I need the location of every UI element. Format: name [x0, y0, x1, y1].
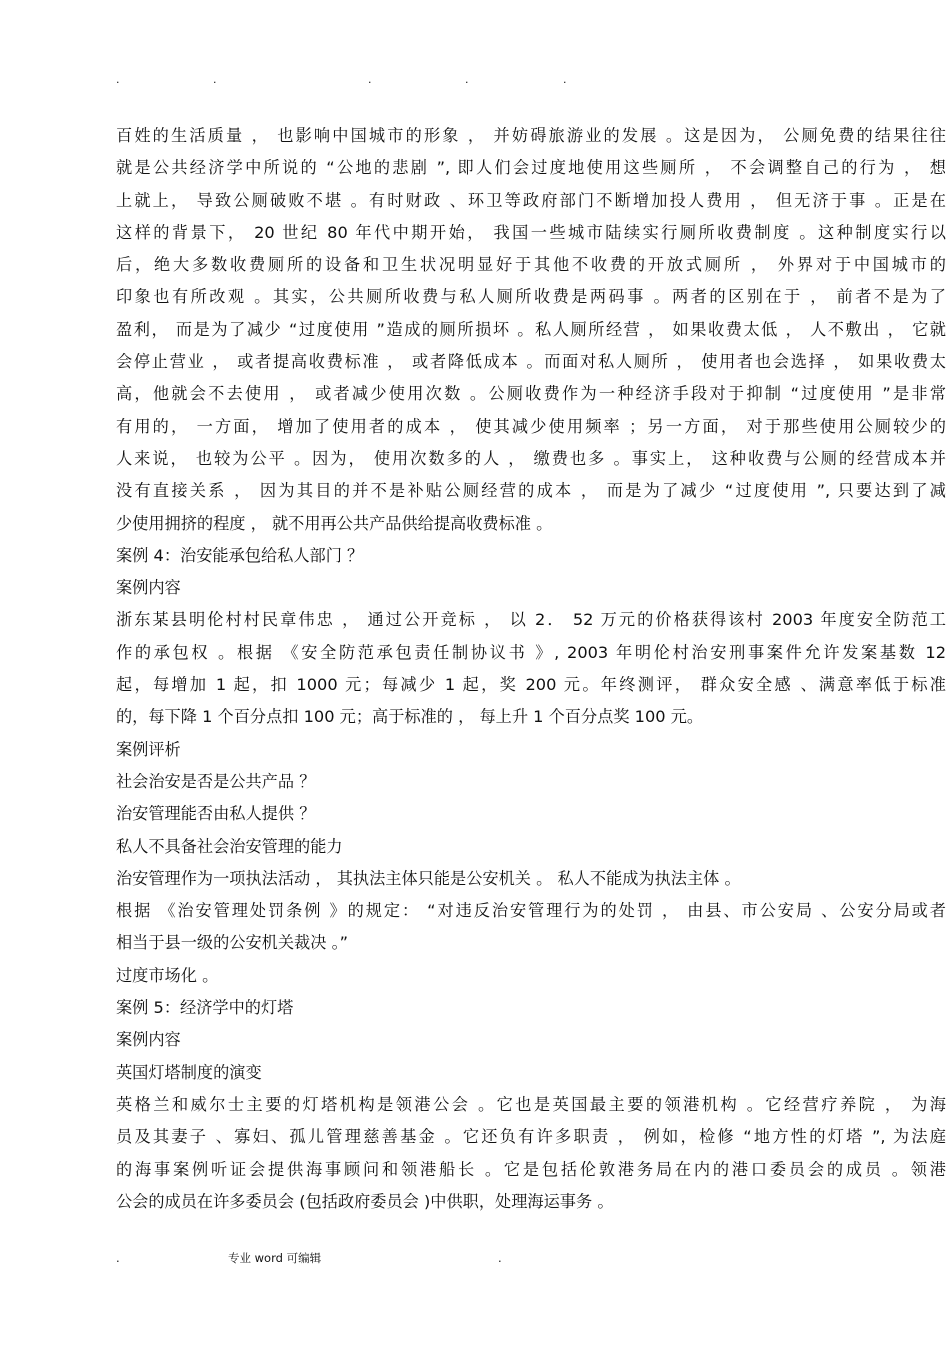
text-line: 相当于县一级的公安机关裁决 。” — [116, 933, 349, 953]
page-footer — [116, 1251, 516, 1265]
footer-dot-left: . — [116, 1251, 120, 1265]
text-line: 有用的， 一方面， 增加了使用者的成本 ， 使其减少使用频率 ；另一方面， 对于那些使用公厕较少的 — [116, 416, 946, 436]
header-dot: . — [465, 73, 469, 86]
text-line: 浙东某县明伦村村民章伟忠 ， 通过公开竞标 ， 以 2． 52 万元的价格获得该村 2003 年度安全防范工 — [116, 610, 946, 630]
text-line: 百姓的生活质量 ， 也影响中国城市的形象 ， 并妨碍旅游业的发展 。这是因为， 公厕免费的结果往往 — [116, 126, 946, 145]
text-line: 上就上， 导致公厕破败不堪 。有时财政 、环卫等政府部门不断增加投人费用 ， 但无济于事 。正是在 — [116, 190, 946, 210]
text-line: 案例 5：经济学中的灯塔 — [116, 998, 294, 1018]
text-line: 案例 4：治安能承包给私人部门 ？ — [116, 545, 364, 565]
text-line: 过度市场化 。 — [116, 965, 219, 985]
text-line: 的海事案例听证会提供海事顾问和领港船长 。它是包括伦敦港务局在内的港口委员会的成员 。领港 — [116, 1159, 946, 1179]
text-line: 少使用拥挤的程度 ， 就不用再公共产品供给提高收费标准 。 — [116, 513, 553, 533]
text-line: 没有直接关系 ， 因为其目的并不是补贴公厕经营的成本 ， 而是为了减少 “过度使用 ”, 只要达到了减 — [116, 481, 946, 501]
header-dot: . — [116, 73, 120, 86]
page-header-dots — [116, 74, 576, 86]
text-line: 案例内容 — [116, 1030, 181, 1050]
text-line: 高，他就会不去使用 ， 或者减少使用次数 。公厕收费作为一种经济手段对于抑制 “过度使用 ”是非常 — [116, 384, 946, 404]
header-dot: . — [368, 73, 372, 86]
text-line: 的，每下降 1 个百分点扣 100 元；高于标准的 ， 每上升 1 个百分点奖 100 元。 — [116, 707, 704, 727]
text-line: 社会治安是否是公共产品 ？ — [116, 771, 316, 791]
text-line: 作的承包权 。根据 《安全防范承包责任制协议书 》, 2003 年明伦村治安刑事案件允许发案基数 12 — [116, 642, 946, 662]
text-line: 盈利， 而是为了减少 “过度使用 ”造成的厕所损坏 。私人厕所经营 ， 如果收费太低 ， 人不敷出 ， 它就 — [116, 319, 946, 339]
text-line: 就是公共经济学中所说的 “公地的悲剧 ”, 即人们会过度地使用这些厕所 ， 不会调整自己的行为 ， 想 — [116, 158, 946, 178]
text-line: 案例评析 — [116, 739, 181, 759]
text-line: 公会的成员在许多委员会 (包括政府委员会 )中供职，处理海运事务 。 — [116, 1191, 614, 1211]
text-line: 人来说， 也较为公平 。因为， 使用次数多的人 ， 缴费也多 。事实上， 这种收费与公厕的经营成本并 — [116, 448, 946, 468]
text-line: 后，绝大多数收费厕所的设备和卫生状况明显好于其他不收费的开放式厕所 ， 外界对于中国城市的 — [116, 255, 946, 275]
footer-label: 专业 word 可编辑 — [228, 1251, 322, 1265]
footer-dot-right: . — [498, 1251, 502, 1265]
text-line: 英格兰和威尔士主要的灯塔机构是领港公会 。它也是英国最主要的领港机构 。它经营疗养院 ， 为海 — [116, 1094, 946, 1114]
text-line: 治安管理能否由私人提供 ？ — [116, 804, 316, 824]
text-line: 会停止营业 ， 或者提高收费标准 ， 或者降低成本 。而面对私人厕所 ， 使用者也会选择 ， 如果收费太 — [116, 352, 946, 372]
text-line: 员及其妻子 、寡妇、孤儿管理慈善基金 。它还负有许多职责 ， 例如，检修 “地方性的灯塔 ”, 为法庭 — [116, 1127, 946, 1147]
text-line: 起，每增加 1 起，扣 1000 元；每减少 1 起，奖 200 元。年终测评， 群众安全感 、满意率低于标准 — [116, 675, 946, 695]
text-line: 英国灯塔制度的演变 — [116, 1062, 262, 1082]
document-body — [116, 120, 946, 1218]
text-line: 印象也有所改观 。其实，公共厕所收费与私人厕所收费是两码事 。两者的区别在于 ， 前者不是为了 — [116, 287, 946, 307]
header-dot: . — [213, 73, 217, 86]
text-line: 案例内容 — [116, 578, 181, 598]
text-line: 治安管理作为一项执法活动 ， 其执法主体只能是公安机关 。 私人不能成为执法主体 。 — [116, 868, 741, 888]
text-line: 私人不具备社会治安管理的能力 — [116, 836, 343, 856]
text-line: 这样的背景下， 20 世纪 80 年代中期开始， 我国一些城市陆续实行厕所收费制度 。这种制度实行以 — [116, 222, 946, 242]
header-dot: . — [563, 73, 567, 86]
text-line: 根据 《治安管理处罚条例 》的规定： “对违反治安管理行为的处罚 ， 由县、市公安局 、公安分局或者 — [116, 901, 946, 921]
